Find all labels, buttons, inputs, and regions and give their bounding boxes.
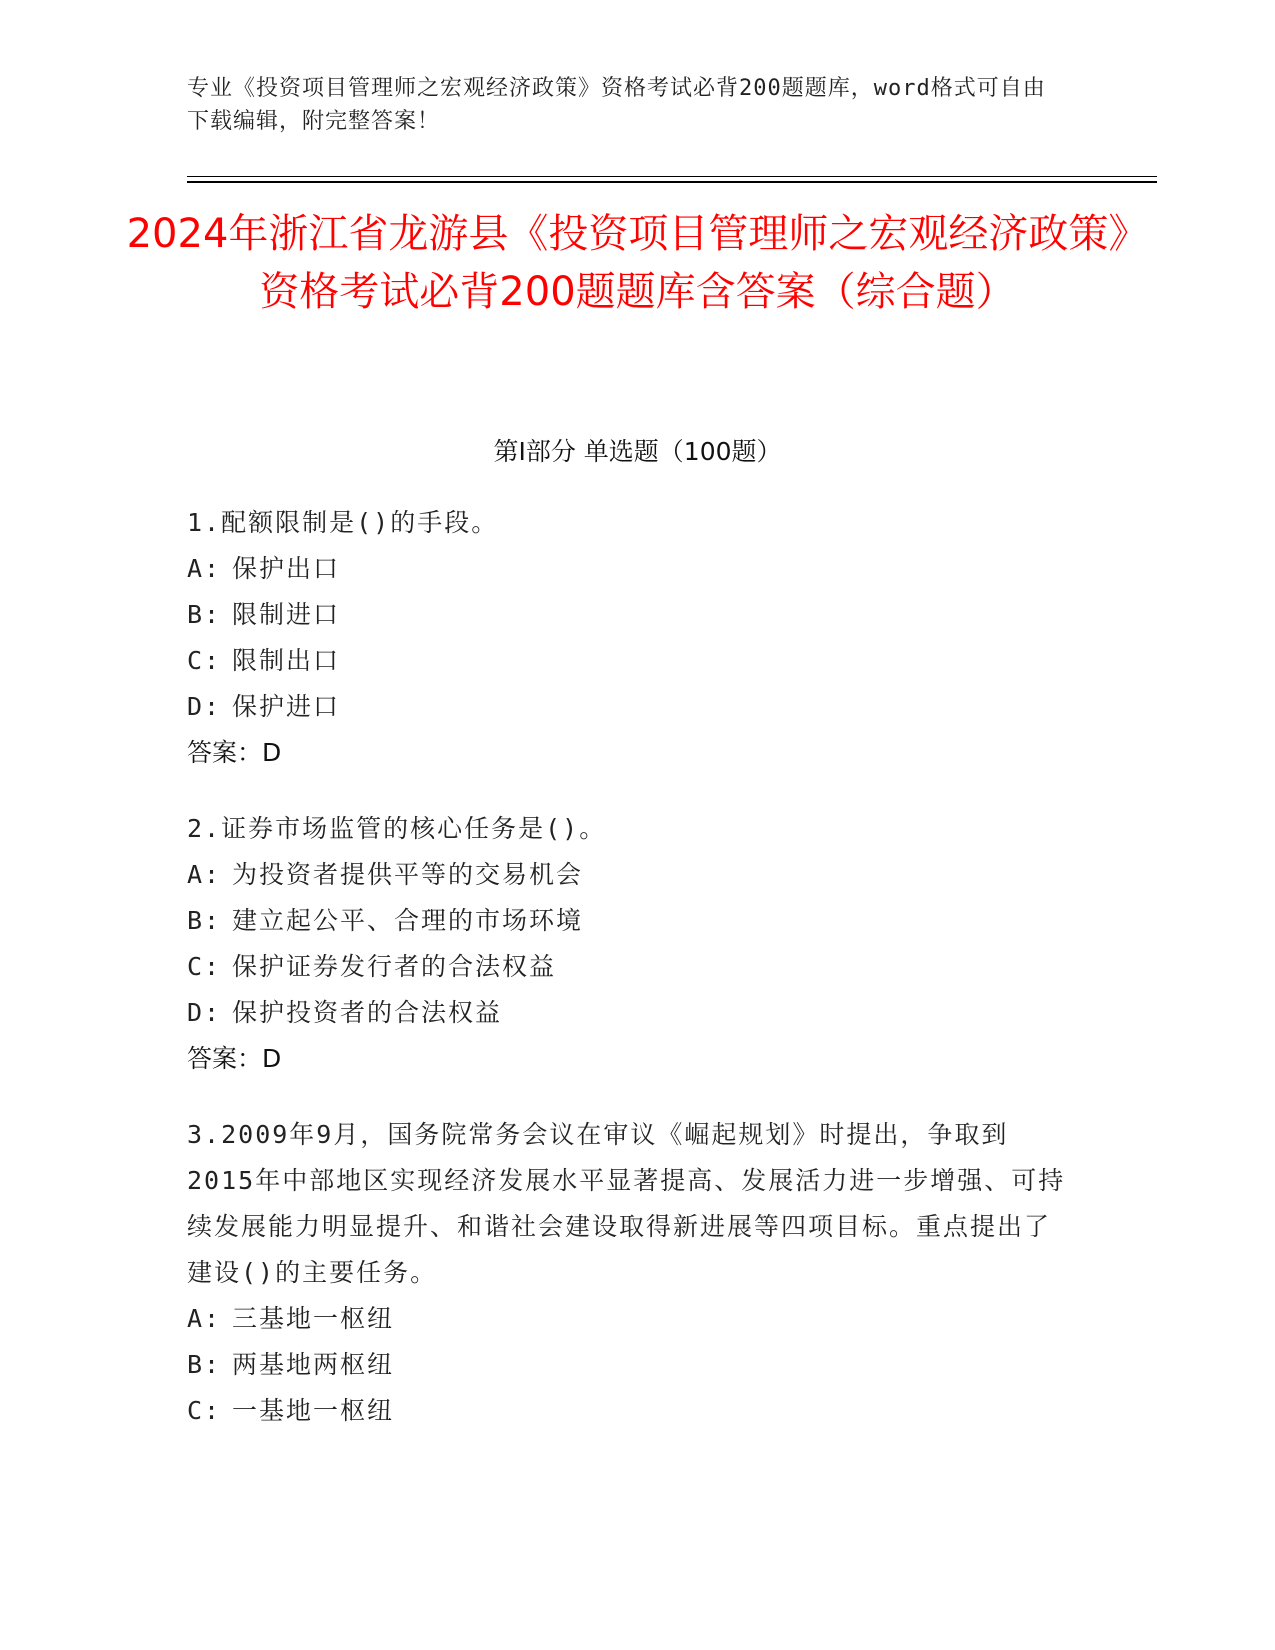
option-b xyxy=(187,1342,1067,1388)
answer: 答案：D xyxy=(187,1044,282,1073)
option-c xyxy=(187,638,1067,684)
option-text: 限制进口 xyxy=(232,600,341,629)
option-letter: B: xyxy=(187,906,222,935)
option-text: 限制出口 xyxy=(232,646,341,675)
option-letter: A: xyxy=(187,860,222,889)
question-2 xyxy=(187,806,1067,1082)
option-c xyxy=(187,944,1067,990)
option-text: 建立起公平、合理的市场环境 xyxy=(232,906,584,935)
option-a xyxy=(187,852,1067,898)
header-divider-thin xyxy=(187,176,1157,177)
option-letter: D: xyxy=(187,998,222,1027)
header-note: 专业《投资项目管理师之宏观经济政策》资格考试必背200题题库，word格式可自由下载编辑，附完整答案！ xyxy=(187,76,1046,134)
option-c xyxy=(187,1388,1067,1434)
section-title: 第I部分 单选题（100题） xyxy=(493,437,782,466)
option-letter: C: xyxy=(187,646,222,675)
question-1 xyxy=(187,500,1067,776)
option-b xyxy=(187,898,1067,944)
option-letter: C: xyxy=(187,1396,222,1425)
option-letter: B: xyxy=(187,1350,222,1379)
option-d xyxy=(187,684,1067,730)
option-d xyxy=(187,990,1067,1036)
option-a xyxy=(187,1296,1067,1342)
option-text: 两基地两枢纽 xyxy=(232,1350,395,1379)
option-text: 一基地一枢纽 xyxy=(232,1396,395,1425)
option-text: 保护进口 xyxy=(232,692,341,721)
option-a xyxy=(187,546,1067,592)
option-letter: D: xyxy=(187,692,222,721)
option-text: 三基地一枢纽 xyxy=(232,1304,395,1333)
option-letter: A: xyxy=(187,1304,222,1333)
question-stem: 3.2009年9月，国务院常务会议在审议《崛起规划》时提出，争取到2015年中部地区实现经济发展水平显著提高、发展活力进一步增强、可持续发展能力明显提升、和谐社会建设取得新进展等四项目标。重点提出了建设()的主要任务。 xyxy=(187,1120,1066,1287)
question-3 xyxy=(187,1112,1067,1434)
header-divider-thick xyxy=(187,181,1157,183)
answer: 答案：D xyxy=(187,738,282,767)
document-title: 2024年浙江省龙游县《投资项目管理师之宏观经济政策》资格考试必背200题题库含答案（综合题） xyxy=(126,211,1149,315)
question-stem: 2.证券市场监管的核心任务是()。 xyxy=(187,814,607,843)
question-stem: 1.配额限制是()的手段。 xyxy=(187,508,499,537)
option-text: 为投资者提供平等的交易机会 xyxy=(232,860,584,889)
option-letter: C: xyxy=(187,952,222,981)
option-text: 保护投资者的合法权益 xyxy=(232,998,503,1027)
option-b xyxy=(187,592,1067,638)
option-letter: B: xyxy=(187,600,222,629)
option-text: 保护出口 xyxy=(232,554,341,583)
option-text: 保护证券发行者的合法权益 xyxy=(232,952,557,981)
option-letter: A: xyxy=(187,554,222,583)
